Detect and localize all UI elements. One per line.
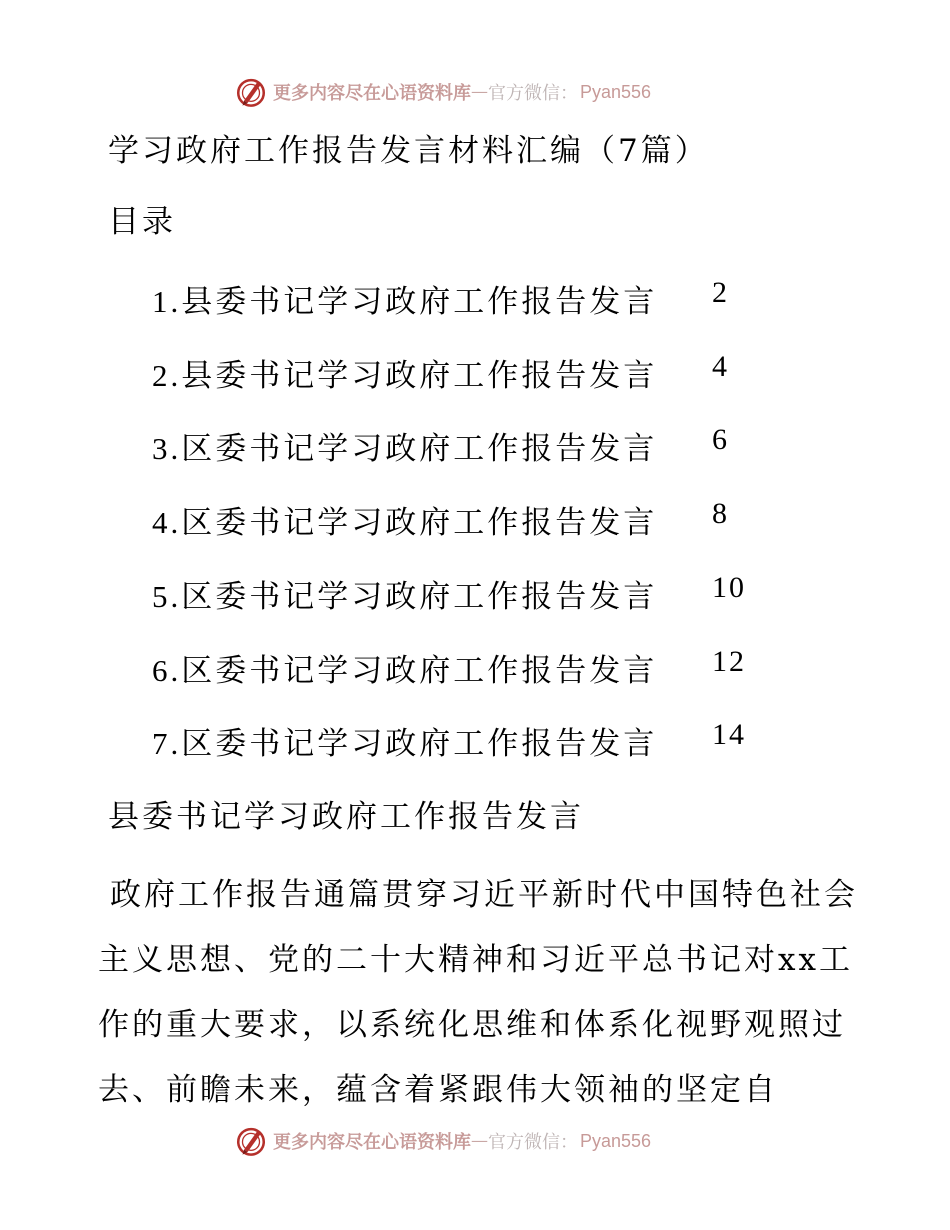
toc-item: [152, 571, 746, 615]
toc-item-number: 3.: [152, 431, 182, 466]
toc-item-number: 2.: [152, 358, 182, 393]
watermark-wechat-id: Pyan556: [580, 81, 652, 102]
toc-item: [152, 276, 729, 320]
watermark-separator: —: [471, 82, 488, 102]
toc-heading: 目录: [108, 204, 176, 240]
toc-item-page: 10: [712, 571, 746, 604]
toc-item-text: 区委书记学习政府工作报告发言: [181, 431, 658, 467]
toc-item: [152, 497, 729, 541]
toc-item-page: 2: [712, 276, 729, 309]
section-title: 县委书记学习政府工作报告发言: [108, 799, 584, 835]
toc-item-page: 14: [712, 718, 746, 751]
header-watermark: [234, 72, 651, 112]
toc-item-page: 4: [712, 350, 729, 383]
body-paragraph: 政府工作报告通篇贯穿习近平新时代中国特色社会主义思想、党的二十大精神和习近平总书记对xx工作的重大要求，以系统化思维和体系化视野观照过去、前瞻未来，蕴含着紧跟伟大领袖的坚定自: [98, 877, 858, 1108]
toc-item-text: 县委书记学习政府工作报告发言: [181, 284, 658, 320]
toc-item-text: 县委书记学习政府工作报告发言: [181, 358, 658, 394]
watermark-wechat-id: Pyan556: [580, 1130, 652, 1151]
watermark-text: 更多内容尽在心语资料库: [273, 83, 471, 104]
toc-item-text: 区委书记学习政府工作报告发言: [181, 653, 658, 689]
toc-item-number: 5.: [152, 579, 182, 614]
toc-item: [152, 350, 729, 394]
toc-item-number: 4.: [152, 505, 182, 540]
toc-item-page: 12: [712, 645, 746, 678]
watermark-official: 官方微信：: [488, 1132, 578, 1153]
pen-logo-icon: [234, 1124, 268, 1158]
toc-item-number: 6.: [152, 653, 182, 688]
footer-watermark: [234, 1121, 651, 1161]
watermark-separator: —: [471, 1131, 488, 1151]
toc-item: [152, 423, 729, 467]
toc-item-text: 区委书记学习政府工作报告发言: [181, 726, 658, 762]
toc-item: [152, 718, 746, 762]
toc-item: [152, 645, 746, 689]
toc-item-number: 7.: [152, 726, 182, 761]
pen-logo-icon: [234, 75, 268, 109]
toc-item-page: 8: [712, 497, 729, 530]
watermark-official: 官方微信：: [488, 83, 578, 104]
toc-item-number: 1.: [152, 284, 182, 319]
watermark-text: 更多内容尽在心语资料库: [273, 1132, 471, 1153]
toc-item-text: 区委书记学习政府工作报告发言: [181, 579, 658, 615]
toc-item-page: 6: [712, 423, 729, 456]
toc-item-text: 区委书记学习政府工作报告发言: [181, 505, 658, 541]
document-title: 学习政府工作报告发言材料汇编（7篇）: [108, 133, 709, 169]
